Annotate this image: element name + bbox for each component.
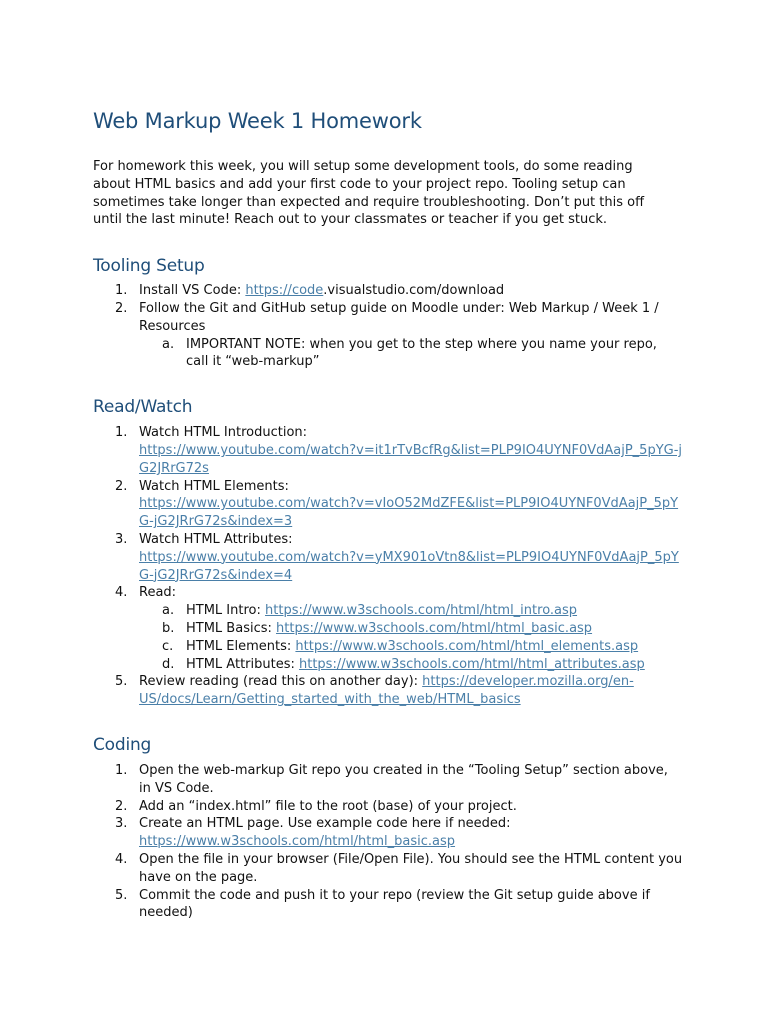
- list-item: [93, 424, 683, 477]
- document-page: [93, 109, 683, 948]
- list-item-text: Commit the code and push it to your repo (review the Git setup guide above if needed): [139, 887, 650, 921]
- list-item-text: HTML Attributes:: [186, 656, 299, 672]
- video-link-introduction[interactable]: https://www.youtube.com/watch?v=it1rTvBcfRg&list=PLP9IO4UYNF0VdAajP_5pYG-jG2JRrG72s: [139, 442, 683, 476]
- list-item-text: Watch HTML Elements:: [139, 478, 289, 494]
- list-letter: b.: [162, 620, 175, 636]
- list-number: 3.: [115, 816, 128, 832]
- w3-basics-link[interactable]: https://www.w3schools.com/html/html_basic.asp: [276, 620, 593, 636]
- list-item-text: HTML Elements:: [186, 638, 296, 654]
- list-item: [93, 531, 683, 584]
- list-item: [93, 762, 683, 798]
- tooling-heading: Tooling Setup: [93, 256, 205, 277]
- list-item: [93, 887, 683, 923]
- page-title: Web Markup Week 1 Homework: [93, 109, 422, 133]
- video-link-elements[interactable]: https://www.youtube.com/watch?v=vIoO52MdZFE&list=PLP9IO4UYNF0VdAajP_5pYG-jG2JRrG72s&index=3: [139, 496, 679, 530]
- list-number: 3.: [115, 531, 128, 547]
- list-number: 2.: [115, 300, 128, 316]
- list-number: 2.: [115, 478, 128, 494]
- list-letter: a.: [162, 336, 175, 352]
- list-item-text: Create an HTML page. Use example code here if needed:: [139, 816, 511, 832]
- list-item-text: IMPORTANT NOTE: when you get to the step where you name your repo, call it “web-markup”: [186, 336, 657, 370]
- w3-elements-link[interactable]: https://www.w3schools.com/html/html_elements.asp: [295, 638, 639, 654]
- coding-heading: Coding: [93, 734, 152, 755]
- read-watch-heading: Read/Watch: [93, 397, 193, 418]
- list-item: [93, 815, 683, 851]
- list-number: 5.: [115, 674, 128, 690]
- sub-list-item: [139, 336, 683, 372]
- w3-attributes-link[interactable]: https://www.w3schools.com/html/html_attributes.asp: [299, 656, 645, 672]
- list-number: 1.: [115, 283, 128, 299]
- list-number: 4.: [115, 585, 128, 601]
- list-number: 4.: [115, 851, 128, 867]
- w3-basic-example-link[interactable]: https://www.w3schools.com/html/html_basic.asp: [139, 834, 456, 850]
- list-number: 2.: [115, 798, 128, 814]
- list-item-text: Add an “index.html” file to the root (base) of your project.: [139, 798, 517, 814]
- list-item: [93, 798, 683, 816]
- mdn-html-basics-link[interactable]: https://developer.mozilla.org/en-US/docs/Learn/Getting_started_with_the_web/HTML_basics: [139, 674, 634, 708]
- list-item-text: Open the web-markup Git repo you created in the “Tooling Setup” section above, in VS Code.: [139, 762, 668, 796]
- coding-list: [93, 762, 683, 922]
- list-number: 1.: [115, 762, 128, 778]
- video-link-attributes[interactable]: https://www.youtube.com/watch?v=yMX901oVtn8&list=PLP9IO4UYNF0VdAajP_5pYG-jG2JRrG72s&index=4: [139, 549, 679, 583]
- list-item-text: Open the file in your browser (File/Open File). You should see the HTML content you have on the page.: [139, 851, 683, 885]
- tooling-list: [93, 282, 683, 371]
- list-number: 5.: [115, 887, 128, 903]
- list-item: [93, 851, 683, 887]
- w3-intro-link[interactable]: https://www.w3schools.com/html/html_intro.asp: [265, 603, 578, 619]
- list-letter: c.: [162, 638, 174, 654]
- coding-section: [93, 735, 683, 922]
- list-item-text: HTML Basics:: [186, 620, 277, 636]
- list-item-text: Install VS Code:: [139, 283, 246, 299]
- list-item-text: Follow the Git and GitHub setup guide on Moodle under: Web Markup / Week 1 / Resources: [139, 300, 659, 334]
- sub-list-item: [139, 656, 683, 674]
- list-item-text: .visualstudio.com/download: [323, 283, 505, 299]
- list-item: [93, 478, 683, 531]
- list-item: [93, 282, 683, 300]
- list-letter: a.: [162, 603, 175, 619]
- sub-list: [139, 602, 683, 673]
- list-item-text: Read:: [139, 585, 177, 601]
- list-item-text: Watch HTML Attributes:: [139, 531, 293, 547]
- intro-paragraph: For homework this week, you will setup some development tools, do some reading about HTML basics and add your first code to your project repo. Tooling setup can sometimes take longer than expected and require troubleshooting. Don’t put this off until the last minute! Reach out to your classmates or teacher if you get stuck.: [93, 159, 645, 228]
- list-item: [93, 584, 683, 673]
- sub-list-item: [139, 620, 683, 638]
- read-watch-list: [93, 424, 683, 709]
- sub-list-item: [139, 602, 683, 620]
- sub-list-item: [139, 638, 683, 656]
- list-item-text: HTML Intro:: [186, 603, 266, 619]
- tooling-section: [93, 256, 683, 371]
- vscode-link[interactable]: https://code: [245, 283, 324, 299]
- list-number: 1.: [115, 425, 128, 441]
- list-item: [93, 673, 683, 709]
- list-item: [93, 300, 683, 371]
- sub-list: [139, 336, 683, 372]
- list-item-text: Review reading (read this on another day):: [139, 674, 423, 690]
- read-watch-section: [93, 397, 683, 709]
- list-letter: d.: [162, 656, 175, 672]
- list-item-text: Watch HTML Introduction:: [139, 425, 308, 441]
